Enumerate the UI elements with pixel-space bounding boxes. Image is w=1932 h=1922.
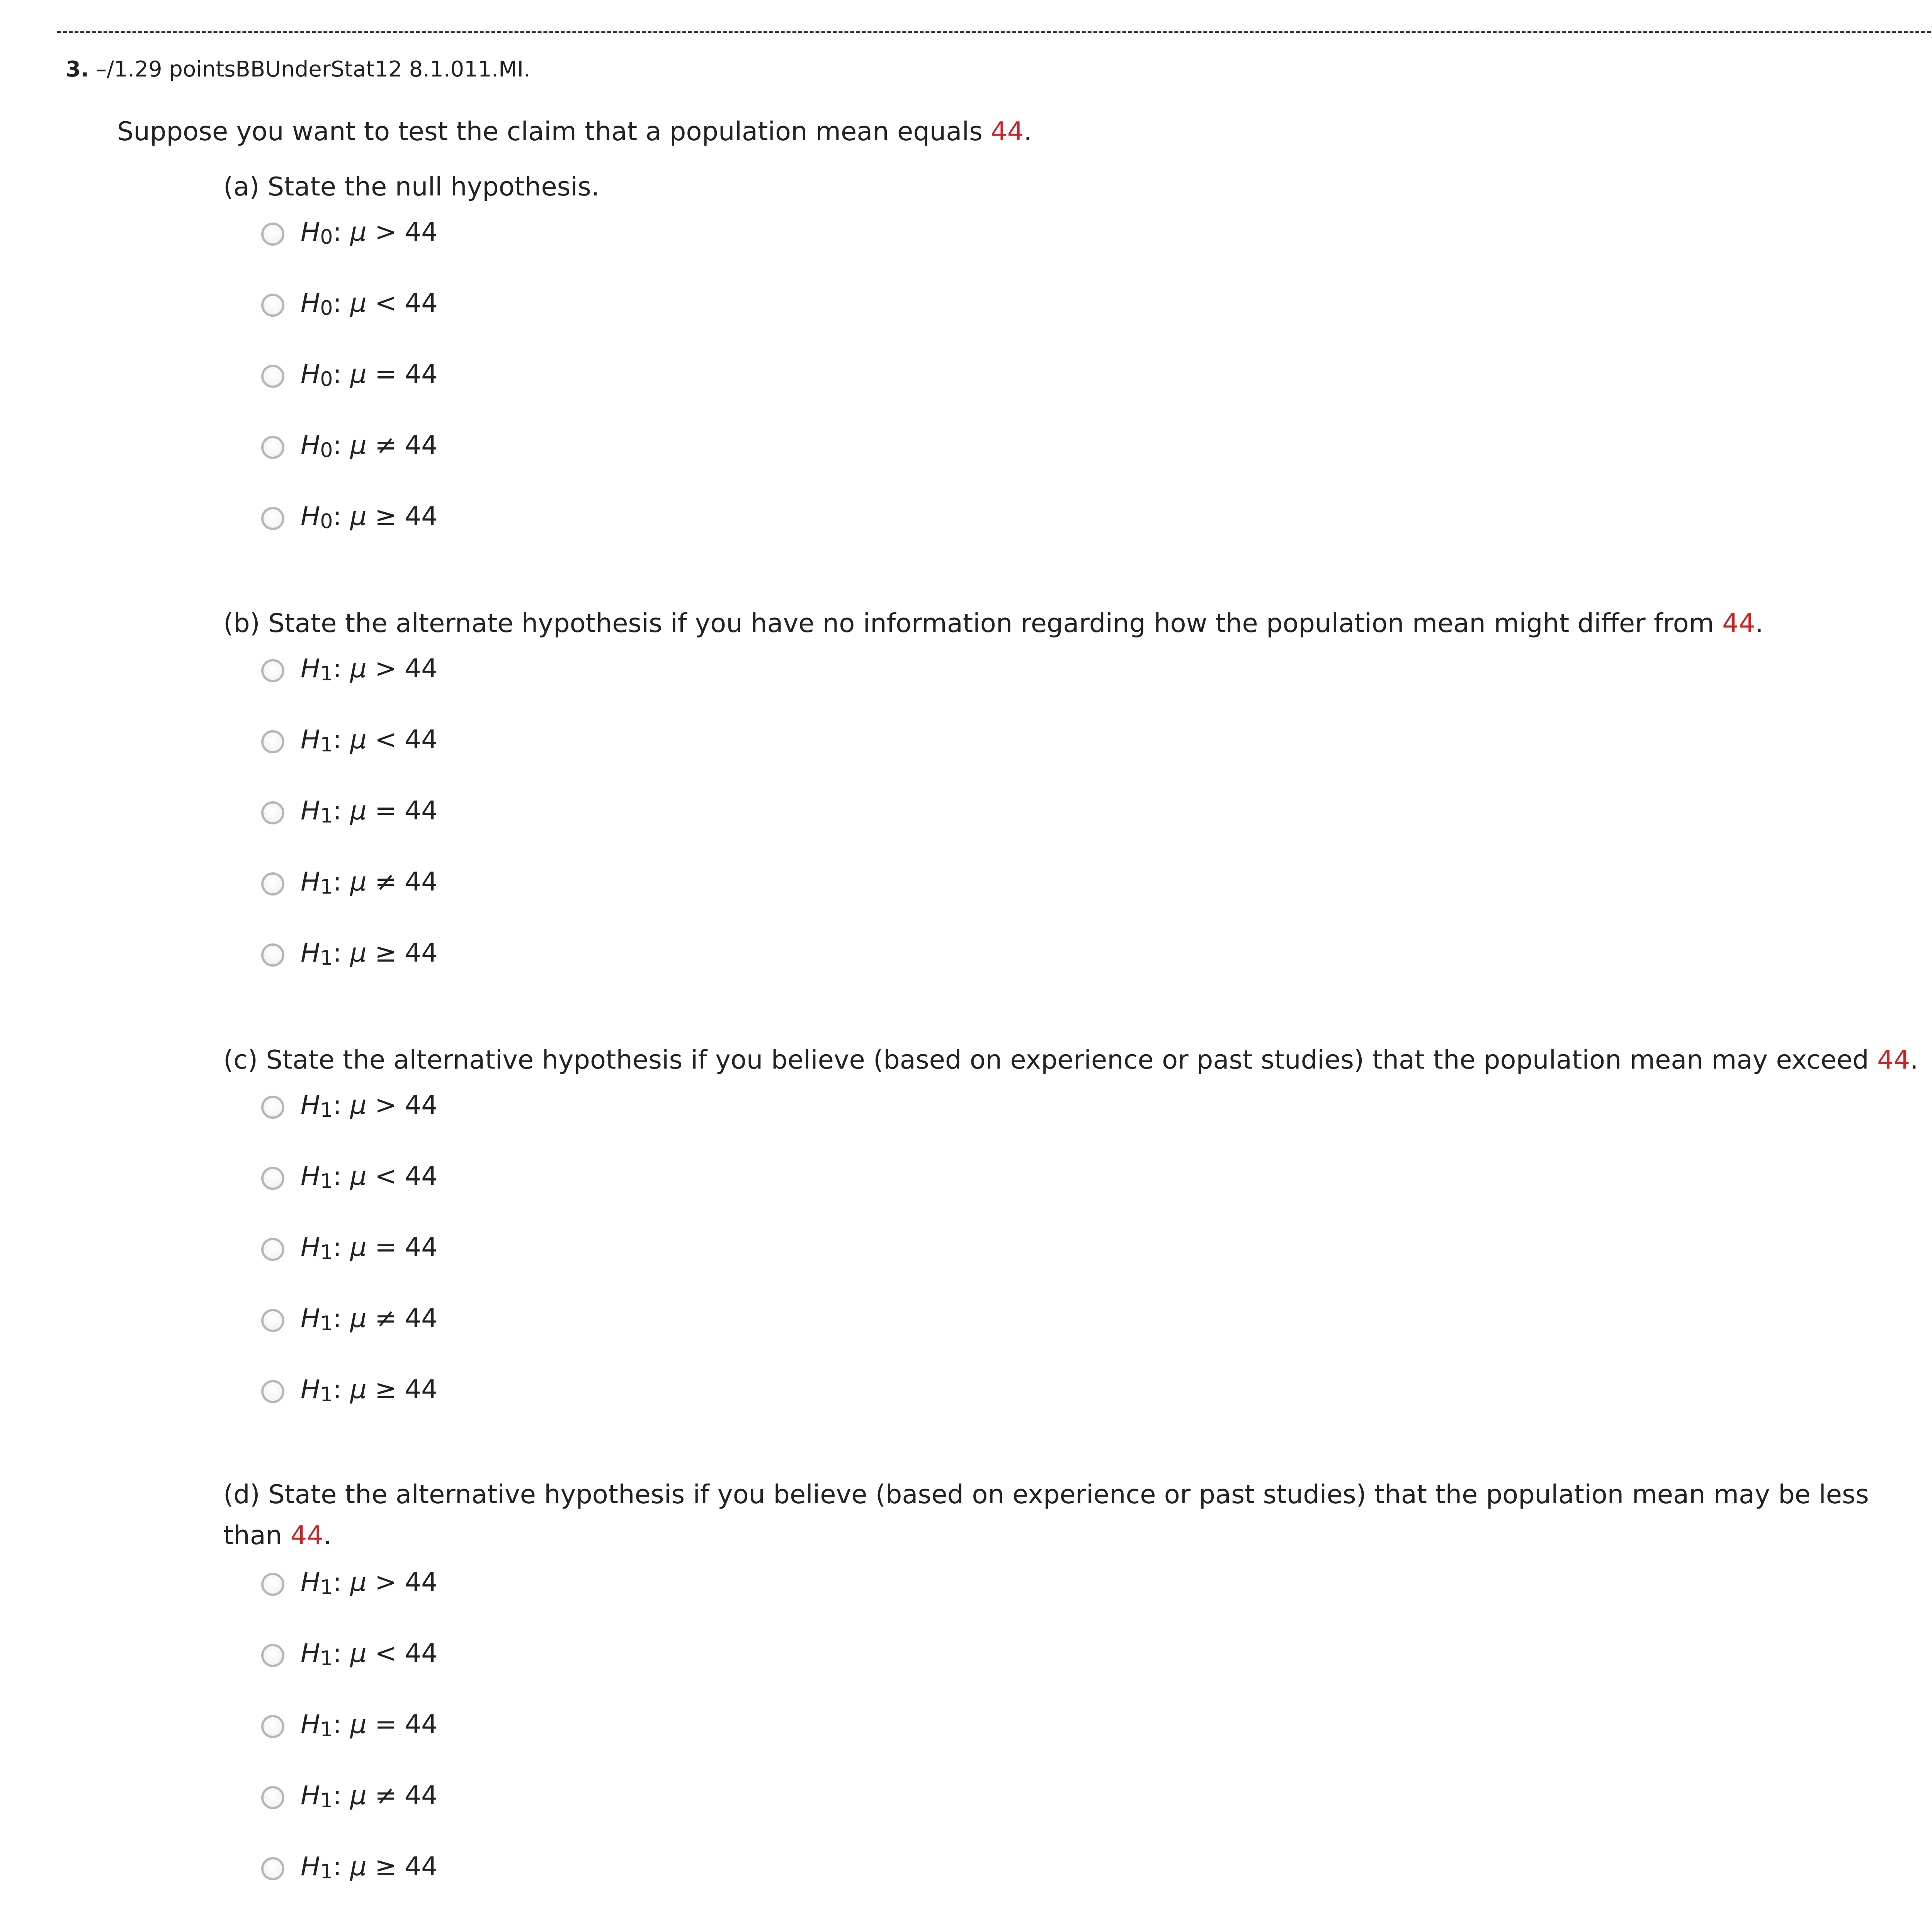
part-d-option-2[interactable]: $H_1$: μ < 44 xyxy=(261,1638,438,1709)
radio-button[interactable] xyxy=(261,1309,284,1332)
part-d-option-3[interactable]: $H_1$: μ = 44 xyxy=(261,1709,438,1780)
part-c-option-4[interactable]: $H_1$: μ ≠ 44 xyxy=(261,1303,438,1374)
intro-text: Suppose you want to test the claim that a population mean equals xyxy=(117,116,991,146)
radio-button[interactable] xyxy=(261,659,284,682)
part-c-option-2[interactable]: $H_1$: μ < 44 xyxy=(261,1161,438,1232)
part-c-option-3[interactable]: $H_1$: μ = 44 xyxy=(261,1232,438,1303)
part-b-option-2[interactable]: $H_1$: μ < 44 xyxy=(261,724,438,795)
radio-button[interactable] xyxy=(261,223,284,246)
part-d-option-5[interactable]: $H_1$: μ ≥ 44 xyxy=(261,1851,438,1922)
radio-button[interactable] xyxy=(261,365,284,388)
radio-button[interactable] xyxy=(261,1857,284,1880)
part-c-option-5[interactable]: $H_1$: μ ≥ 44 xyxy=(261,1374,438,1445)
part-a-option-3[interactable]: $H_0$: μ = 44 xyxy=(261,359,438,430)
radio-button[interactable] xyxy=(261,1715,284,1738)
part-a-option-5[interactable]: $H_0$: μ ≥ 44 xyxy=(261,501,438,572)
radio-button[interactable] xyxy=(261,1786,284,1809)
part-d-option-4[interactable]: $H_1$: μ ≠ 44 xyxy=(261,1780,438,1851)
part-b-option-4[interactable]: $H_1$: μ ≠ 44 xyxy=(261,866,438,937)
radio-button[interactable] xyxy=(261,1644,284,1667)
part-c-prompt: (c) State the alternative hypothesis if you believe (based on experience or past studies) that the population mean may exceed 44. xyxy=(223,1045,1918,1075)
radio-button[interactable] xyxy=(261,943,284,967)
part-a-options xyxy=(261,216,438,572)
part-a-option-4[interactable]: $H_0$: μ ≠ 44 xyxy=(261,430,438,501)
part-b-option-3[interactable]: $H_1$: μ = 44 xyxy=(261,795,438,866)
part-b-options xyxy=(261,653,438,1008)
part-d-options xyxy=(261,1567,438,1922)
question-number: 3. xyxy=(66,57,89,82)
radio-button[interactable] xyxy=(261,1096,284,1119)
part-a-option-1[interactable]: $H_0$: μ > 44 xyxy=(261,216,438,287)
part-c-options xyxy=(261,1089,438,1445)
question-separator xyxy=(57,31,1932,33)
radio-button[interactable] xyxy=(261,872,284,896)
question-points: –/1.29 points xyxy=(96,57,236,82)
radio-button[interactable] xyxy=(261,1167,284,1190)
radio-button[interactable] xyxy=(261,1380,284,1403)
part-b-option-5[interactable]: $H_1$: μ ≥ 44 xyxy=(261,937,438,1008)
radio-button[interactable] xyxy=(261,1573,284,1596)
intro-end: . xyxy=(1024,116,1032,146)
part-a-prompt: (a) State the null hypothesis. xyxy=(223,172,600,202)
radio-button[interactable] xyxy=(261,730,284,753)
radio-button[interactable] xyxy=(261,801,284,824)
part-d-prompt: (d) State the alternative hypothesis if you believe (based on experience or past studies) that the population mean may be less than 44. xyxy=(223,1479,1869,1550)
question-intro xyxy=(117,113,1032,150)
radio-button[interactable] xyxy=(261,1238,284,1261)
part-c-option-1[interactable]: $H_1$: μ > 44 xyxy=(261,1089,438,1161)
part-b-option-1[interactable]: $H_1$: μ > 44 xyxy=(261,653,438,724)
radio-button[interactable] xyxy=(261,507,284,530)
radio-button[interactable] xyxy=(261,436,284,459)
part-b-prompt: (b) State the alternate hypothesis if you have no information regarding how the population mean might differ from 44. xyxy=(223,608,1764,638)
intro-value: 44 xyxy=(991,116,1024,146)
part-a-option-2[interactable]: $H_0$: μ < 44 xyxy=(261,287,438,359)
question-header xyxy=(66,54,531,85)
question-source: BBUnderStat12 8.1.011.MI. xyxy=(235,57,531,82)
part-d-option-1[interactable]: $H_1$: μ > 44 xyxy=(261,1567,438,1638)
radio-button[interactable] xyxy=(261,294,284,317)
